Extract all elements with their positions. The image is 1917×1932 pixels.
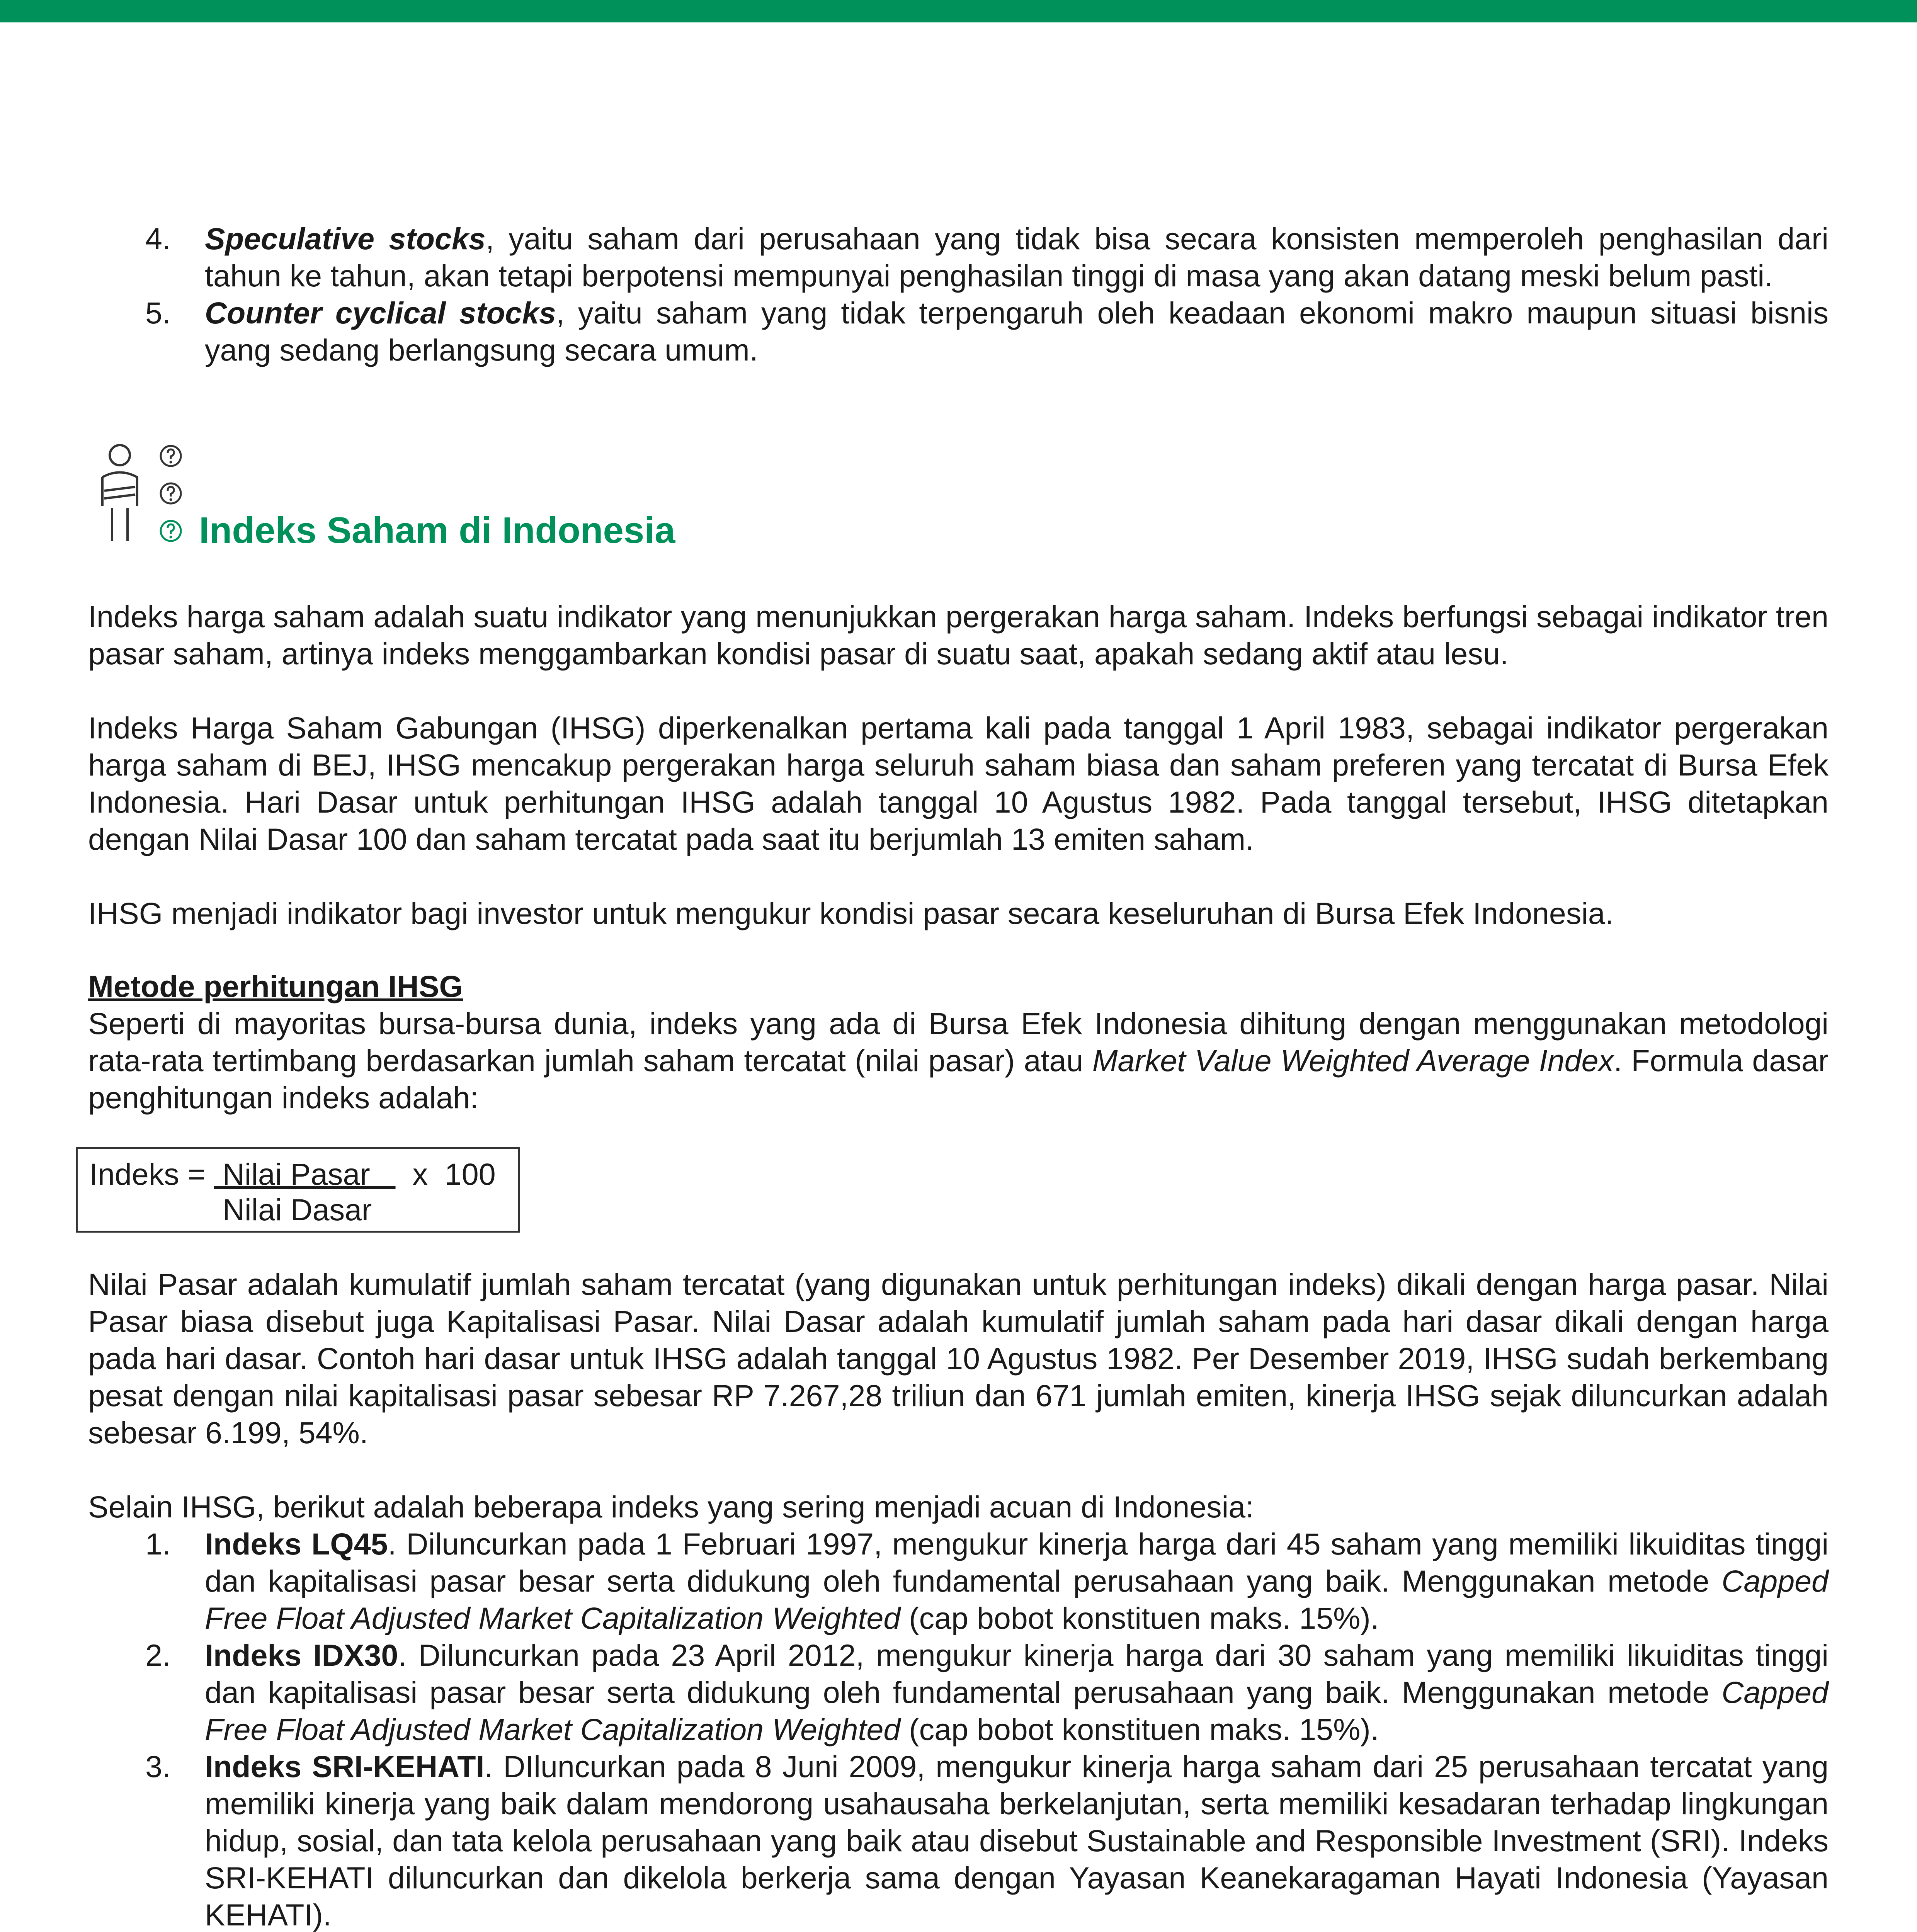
index-list <box>88 1526 1829 1932</box>
list-item <box>88 220 1829 294</box>
top-brand-bar <box>0 0 1917 22</box>
list-item <box>88 294 1829 369</box>
list-text: , yaitu saham dari perusahaan yang tidak bisa secara konsisten memperoleh penghasilan dari tahun ke tahun, akan tetapi berpotensi mempunyai penghasilan tinggi di masa yang akan datang meski belum pasti. <box>205 221 1829 293</box>
text-span: Seperti di mayoritas bursa-bursa dunia, indeks yang ada di Bursa Efek Indonesia dihitung dengan menggunakan metodologi rata-rata tertimbang berdasarkan jumlah saham tercatat (nilai pasar) atau <box>88 1006 1829 1078</box>
list-number: 1. <box>145 1527 171 1561</box>
list-term: Counter cyclical stocks <box>205 296 556 330</box>
text-span: . Formula dasar penghitungan indeks adalah: <box>88 1043 1829 1115</box>
index-name: Indeks SRI-KEHATI <box>205 1749 485 1784</box>
list-text: , yaitu saham yang tidak terpengaruh oleh keadaan ekonomi makro maupun situasi bisnis yang sedang berlangsung secara umum. <box>205 296 1829 367</box>
formula-numerator: Nilai Pasar <box>214 1157 396 1191</box>
index-method: Capped Free Float Adjusted Market Capitalization Weighted <box>205 1675 1829 1747</box>
paragraph: Selain IHSG, berikut adalah beberapa indeks yang sering menjadi acuan di Indonesia: <box>88 1490 1254 1524</box>
question-icon <box>158 481 183 506</box>
formula-box <box>76 1147 520 1233</box>
index-tail: (cap bobot konstituen maks. 15%). <box>900 1712 1379 1747</box>
formula-numerator-line <box>89 1156 496 1193</box>
stock-types-list <box>88 220 1829 369</box>
subsection-heading: Metode perhitungan IHSG <box>88 969 463 1003</box>
formula-lhs: Indeks = <box>89 1157 214 1191</box>
index-name: Indeks LQ45 <box>205 1527 388 1561</box>
list-item <box>88 1637 1829 1748</box>
index-text: . Diluncurkan pada 1 Februari 1997, mengukur kinerja harga dari 45 saham yang memiliki likuiditas tinggi dan kapitalisasi pasar besar serta didukung oleh fundamental perusahaan yang baik. Menggunakan metode <box>205 1527 1829 1598</box>
italic-term: Market Value Weighted Average Index <box>1092 1043 1614 1078</box>
paragraph: Indeks harga saham adalah suatu indikator yang menunjukkan pergerakan harga saham. Indeks berfungsi sebagai indikator tren pasar saham, artinya indeks menggambarkan kondisi pasar di suatu saat, apakah sedang aktif atau lesu. <box>88 599 1829 671</box>
list-number: 5. <box>145 296 171 330</box>
index-text: . DIluncurkan pada 8 Juni 2009, mengukur kinerja harga saham dari 25 perusahaan tercatat yang memiliki kinerja yang baik dalam mendorong usahausaha berkelanjutan, serta memiliki kesadaran terhadap lingkungan hidup, sosial, dan tata kelola perusahaan yang baik atau disebut Sustainable and Responsible Investment (SRI). Indeks SRI-KEHATI diluncurkan dan dikelola berkerja sama dengan Yayasan Keanekaragaman Hayati Indonesia (Yayasan KEHATI). <box>205 1749 1829 1932</box>
list-number: 3. <box>145 1749 171 1784</box>
list-item <box>88 1748 1829 1932</box>
list-number: 4. <box>145 221 171 256</box>
question-icon <box>158 444 183 468</box>
question-icon <box>158 519 183 543</box>
index-method: Capped Free Float Adjusted Market Capitalization Weighted <box>205 1564 1829 1635</box>
paragraph: IHSG menjadi indikator bagi investor untuk mengukur kondisi pasar secara keseluruhan di Bursa Efek Indonesia. <box>88 896 1614 930</box>
list-item <box>88 1526 1829 1637</box>
person-icon <box>93 440 147 549</box>
list-number: 2. <box>145 1638 171 1672</box>
formula-denominator: Nilai Dasar <box>223 1192 372 1227</box>
paragraph: Nilai Pasar adalah kumulatif jumlah saham tercatat (yang digunakan untuk perhitungan indeks) dikali dengan harga pasar. Nilai Pasar biasa disebut juga Kapitalisasi Pasar. Nilai Dasar adalah kumulatif jumlah saham pada hari dasar dikali dengan harga pada hari dasar. Contoh hari dasar untuk IHSG adalah tanggal 10 Agustus 1982. Per Desember 2019, IHSG sudah berkembang pesat dengan nilai kapitalisasi pasar sebesar RP 7.267,28 triliun dan 671 jumlah emiten, kinerja IHSG sejak diluncurkan adalah sebesar 6.199, 54%. <box>88 1267 1829 1450</box>
index-name: Indeks IDX30 <box>205 1638 398 1672</box>
section-heading: Indeks Saham di Indonesia <box>199 510 675 551</box>
paragraph-metode <box>88 1005 1829 1116</box>
list-term: Speculative stocks <box>205 221 486 256</box>
formula-times: x 100 <box>395 1157 496 1191</box>
index-tail: (cap bobot konstituen maks. 15%). <box>900 1601 1379 1635</box>
paragraph: Indeks Harga Saham Gabungan (IHSG) diperkenalkan pertama kali pada tanggal 1 April 1983, sebagai indikator pergerakan harga saham di BEJ, IHSG mencakup pergerakan harga seluruh saham biasa dan saham preferen yang tercatat di Bursa Efek Indonesia. Hari Dasar untuk perhitungan IHSG adalah tanggal 10 Agustus 1982. Pada tanggal tersebut, IHSG ditetapkan dengan Nilai Dasar 100 dan saham tercatat pada saat itu berjumlah 13 emiten saham. <box>88 711 1829 856</box>
index-text: . Diluncurkan pada 23 April 2012, mengukur kinerja harga dari 30 saham yang memiliki likuiditas tinggi dan kapitalisasi pasar besar serta didukung oleh fundamental perusahaan yang baik. Menggunakan metode <box>205 1638 1829 1709</box>
